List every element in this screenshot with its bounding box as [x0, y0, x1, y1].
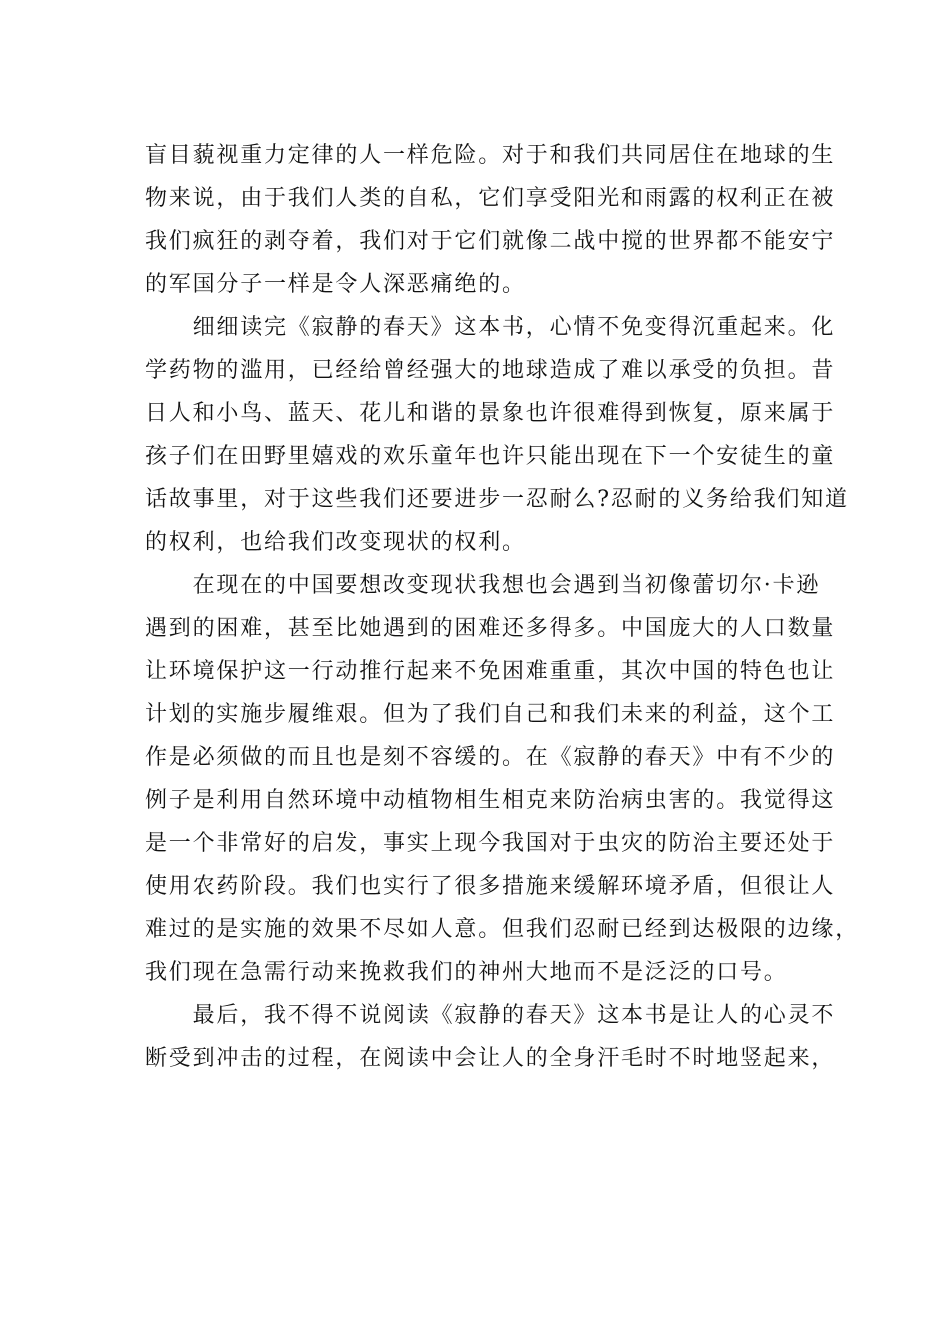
text-line: 孩子们在田野里嬉戏的欢乐童年也许只能出现在下一个安徒生的童 — [145, 444, 836, 469]
text-line: 作是必须做的而且也是刻不容缓的。在《寂静的春天》中有不少的 — [145, 745, 836, 770]
text-line: 例子是利用自然环境中动植物相生相克来防治病虫害的。我觉得这 — [145, 788, 836, 813]
article-body — [145, 134, 860, 1080]
text-line: 让环境保护这一行动推行起来不免困难重重，其次中国的特色也让 — [145, 659, 836, 684]
text-line: 物来说，由于我们人类的自私，它们享受阳光和雨露的权利正在被 — [145, 186, 836, 211]
text-line: 遇到的困难，甚至比她遇到的困难还多得多。中国庞大的人口数量 — [145, 616, 836, 641]
text-line: 难过的是实施的效果不尽如人意。但我们忍耐已经到达极限的边缘， — [145, 917, 860, 942]
text-line: 最后，我不得不说阅读《寂静的春天》这本书是让人的心灵不 — [145, 1003, 836, 1028]
text-line: 计划的实施步履维艰。但为了我们自己和我们未来的利益，这个工 — [145, 702, 836, 727]
text-line: 细细读完《寂静的春天》这本书，心情不免变得沉重起来。化 — [145, 315, 836, 340]
text-line: 在现在的中国要想改变现状我想也会遇到当初像蕾切尔·卡逊 — [145, 573, 821, 598]
text-line: 盲目藐视重力定律的人一样危险。对于和我们共同居住在地球的生 — [145, 143, 836, 168]
text-line: 我们疯狂的剥夺着，我们对于它们就像二战中搅的世界都不能安宁 — [145, 229, 836, 254]
text-line: 是一个非常好的启发，事实上现今我国对于虫灾的防治主要还处于 — [145, 831, 836, 856]
text-line: 使用农药阶段。我们也实行了很多措施来缓解环境矛盾，但很让人 — [145, 874, 836, 899]
text-line: 断受到冲击的过程，在阅读中会让人的全身汗毛时不时地竖起来， — [145, 1046, 836, 1071]
text-line: 日人和小鸟、蓝天、花儿和谐的景象也许很难得到恢复，原来属于 — [145, 401, 836, 426]
text-line: 学药物的滥用，已经给曾经强大的地球造成了难以承受的负担。昔 — [145, 358, 836, 383]
text-line: 话故事里，对于这些我们还要进步一忍耐么?忍耐的义务给我们知道 — [145, 487, 849, 512]
text-line: 我们现在急需行动来挽救我们的神州大地而不是泛泛的口号。 — [145, 960, 788, 985]
text-line: 的权利，也给我们改变现状的权利。 — [145, 530, 526, 555]
text-line: 的军国分子一样是令人深恶痛绝的。 — [145, 272, 526, 297]
